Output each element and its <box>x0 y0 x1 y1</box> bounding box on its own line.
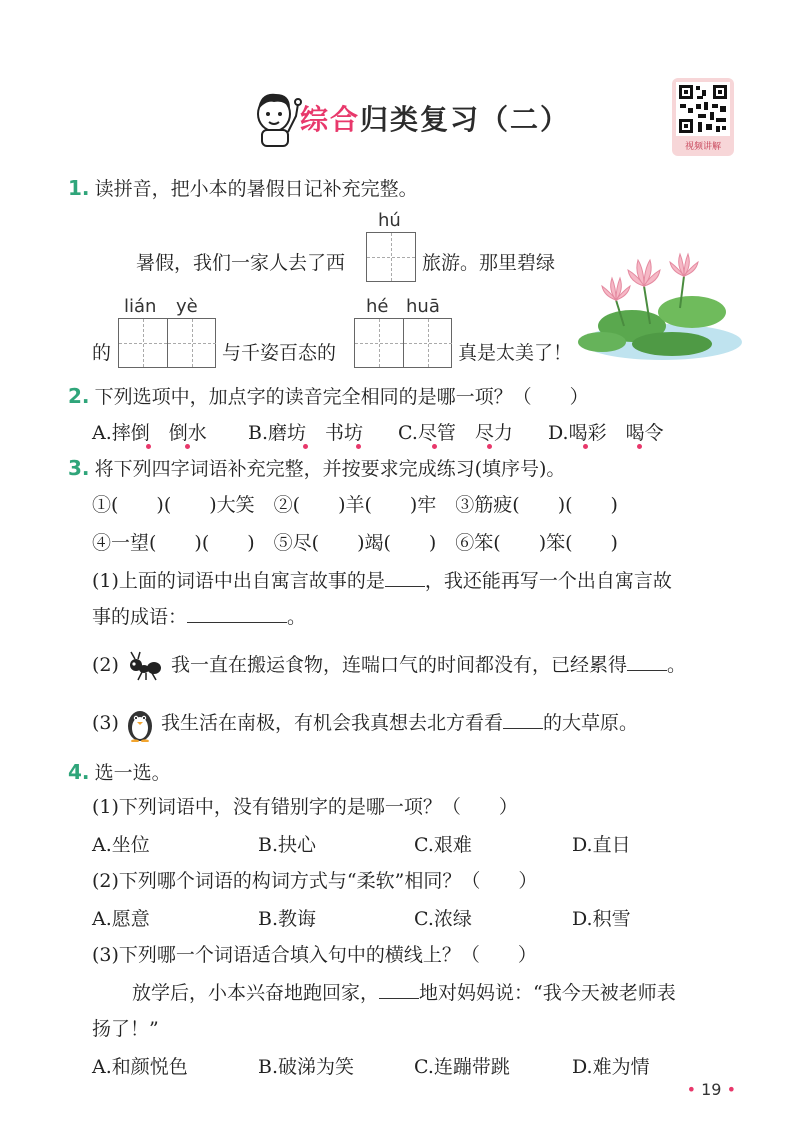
q4-sub-3: (3)下列哪一个词语适合填入句中的横线上？（ ） <box>92 944 537 966</box>
diary-line-1b: 旅游。那里碧绿 <box>422 252 556 274</box>
question-text: 选一选。 <box>94 762 171 784</box>
emphasis-dot <box>303 444 308 449</box>
diary-line-1a: 暑假，我们一家人去了西 <box>136 252 346 274</box>
qr-pattern-icon <box>676 82 730 136</box>
question-3-heading <box>68 454 565 481</box>
emphasis-dot <box>637 444 642 449</box>
q4-passage-line-2: 扬了！” <box>92 1018 159 1040</box>
pinyin-lian: lián <box>124 296 157 317</box>
q2-option-c[interactable]: C.尽管 尽力 <box>398 422 513 444</box>
q4-s3-option-a[interactable]: A.和颜悦色 <box>92 1056 188 1078</box>
fill-blank[interactable] <box>503 710 543 729</box>
penguin-icon <box>126 706 154 742</box>
fill-blank[interactable] <box>385 568 425 587</box>
q2-option-a[interactable]: A.摔倒 倒水 <box>92 422 207 444</box>
q4-s2-option-c[interactable]: C.浓绿 <box>414 908 472 930</box>
emphasis-dot <box>185 444 190 449</box>
diary-line-2c: 真是太美了！ <box>458 342 573 364</box>
emphasis-dot <box>356 444 361 449</box>
emphasis-dot <box>583 444 588 449</box>
q4-s2-option-d[interactable]: D.积雪 <box>572 908 631 930</box>
pinyin-he: hé <box>366 296 389 317</box>
q4-s1-option-b[interactable]: B.抉心 <box>258 834 317 856</box>
q4-s2-option-b[interactable]: B.教诲 <box>258 908 317 930</box>
question-number: 4. <box>68 760 90 784</box>
page-number: • 19 • <box>686 1080 736 1099</box>
answer-box-hu[interactable] <box>366 232 416 282</box>
question-text: 将下列四字词语补充完整，并按要求完成练习(填序号)。 <box>94 458 566 480</box>
pinyin-hua: huā <box>406 296 440 317</box>
q4-sub-2: (2)下列哪个词语的构词方式与“柔软”相同？（ ） <box>92 870 538 892</box>
pinyin-hu: hú <box>378 210 401 231</box>
emphasis-dot <box>487 444 492 449</box>
diary-line-2a: 的 <box>92 342 112 364</box>
question-1-heading <box>68 174 418 201</box>
q4-s3-option-b[interactable]: B.破涕为笑 <box>258 1056 355 1078</box>
q4-sub-1: (1)下列词语中，没有错别字的是哪一项？（ ） <box>92 796 518 818</box>
q3-sub-1-cont: 事的成语： 。 <box>92 606 307 628</box>
q3-sub-2: (2) 我一直在搬运食物，连喘口气的时间都没有，已经累得 。 <box>92 650 686 681</box>
qr-label: 视频讲解 <box>684 142 721 152</box>
ant-icon <box>127 651 163 681</box>
pinyin-ye: yè <box>176 296 198 317</box>
q3-sub-3: (3) 我生活在南极，有机会我真想去北方看看 的大草原。 <box>92 706 638 742</box>
question-2-heading <box>68 382 589 409</box>
diary-line-2b: 与千姿百态的 <box>222 342 337 364</box>
answer-box-lianye[interactable] <box>118 318 216 368</box>
page-title: 综合归类复习（二） <box>300 103 571 136</box>
q4-passage-line-1: 放学后，小本兴奋地跑回家， 地对妈妈说：“我今天被老师表 <box>132 982 676 1004</box>
q4-s3-option-d[interactable]: D.难为情 <box>572 1056 650 1078</box>
question-text: 读拼音，把小本的暑假日记补充完整。 <box>94 178 418 200</box>
boy-mascot-illustration <box>250 86 304 148</box>
idiom-row-2[interactable]: ④一望( )( ) ⑤尽( )竭( ) ⑥笨( )笨( ) <box>92 532 618 554</box>
lotus-illustration <box>572 246 742 362</box>
answer-box-hehua[interactable] <box>354 318 452 368</box>
emphasis-dot <box>432 444 437 449</box>
q4-s2-option-a[interactable]: A.愿意 <box>92 908 150 930</box>
qr-code[interactable] <box>672 78 734 156</box>
question-number: 2. <box>68 384 90 408</box>
q4-s1-option-c[interactable]: C.艰难 <box>414 834 472 856</box>
q4-s1-option-a[interactable]: A.坐位 <box>92 834 150 856</box>
q3-sub-1: (1)上面的词语中出自寓言故事的是 ，我还能再写一个出自寓言故 <box>92 570 672 592</box>
fill-blank[interactable] <box>627 652 667 671</box>
q2-option-b[interactable]: B.磨坊 书坊 <box>248 422 364 444</box>
emphasis-dot <box>146 444 151 449</box>
q4-s1-option-d[interactable]: D.直日 <box>572 834 631 856</box>
q2-option-d[interactable]: D.喝彩 喝令 <box>548 422 664 444</box>
question-number: 3. <box>68 456 90 480</box>
question-number: 1. <box>68 176 90 200</box>
question-4-heading <box>68 758 171 785</box>
idiom-row-1[interactable]: ①( )( )大笑 ②( )羊( )牢 ③筋疲( )( ) <box>92 494 618 516</box>
q4-s3-option-c[interactable]: C.连蹦带跳 <box>414 1056 510 1078</box>
question-text: 下列选项中，加点字的读音完全相同的是哪一项？（ ） <box>94 386 589 408</box>
fill-blank[interactable] <box>379 980 419 999</box>
fill-blank[interactable] <box>187 604 287 623</box>
